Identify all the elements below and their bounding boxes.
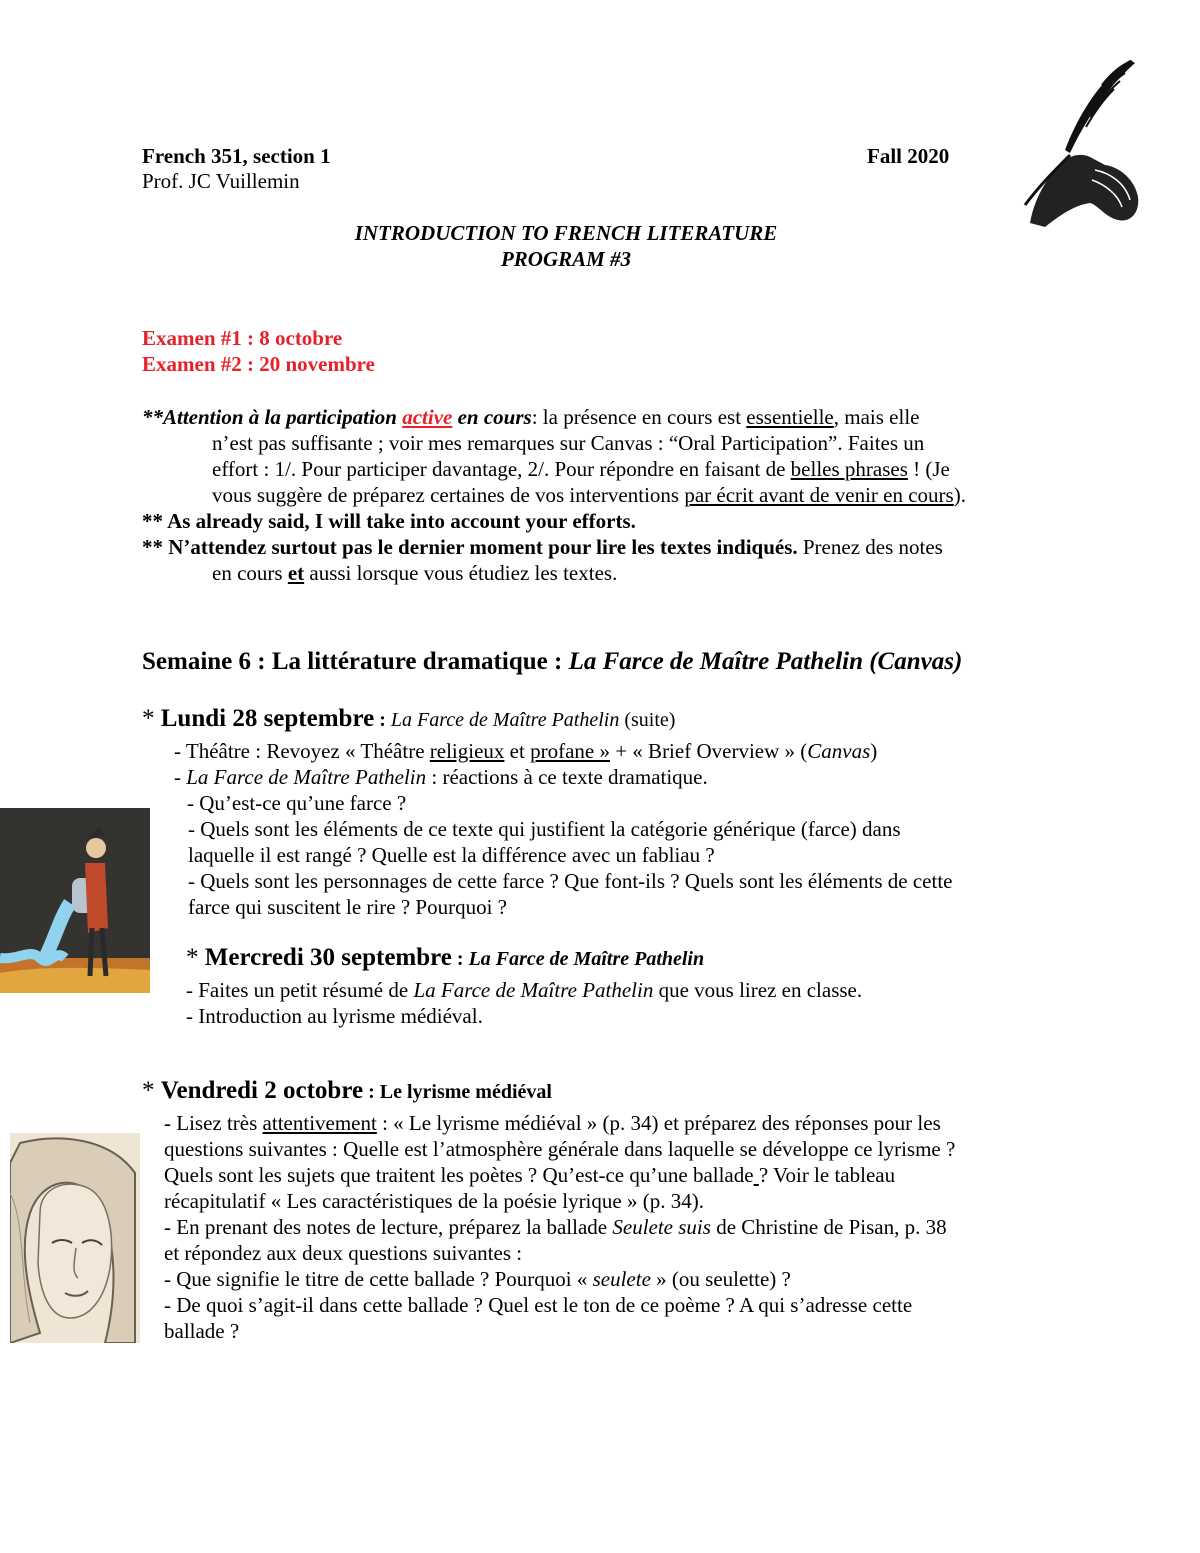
exam-2: Examen #2 : 20 novembre [142, 352, 375, 376]
monday-suite: (suite) [619, 709, 676, 731]
note-belles-phrases: belles phrases [790, 457, 908, 481]
friday-seulete: seulete [592, 1267, 651, 1291]
note-text: vous suggère de préparez certaines de vos interventions [212, 483, 685, 507]
quill-hand-illustration [1010, 55, 1145, 230]
friday-text: : « Le lyrisme médiéval » (p. 34) et préparez des réponses pour les [376, 1111, 941, 1135]
monday-text: et [504, 739, 531, 763]
friday-attentivement: attentivement [262, 1111, 377, 1135]
note-text: ). [953, 483, 966, 507]
portrait-icon [10, 1133, 140, 1343]
friday-text: » (ou seulette) ? [650, 1267, 791, 1291]
christine-portrait [10, 1133, 140, 1343]
friday-day: Vendredi 2 octobre [160, 1077, 364, 1104]
note-active: active [402, 405, 453, 429]
friday-seulete-suis: Seulete suis [612, 1215, 711, 1239]
monday-day: Lundi 28 septembre [160, 705, 375, 732]
term-label: Fall 2020 [867, 144, 950, 168]
week-6-label: Semaine 6 : La littérature dramatique : [142, 648, 569, 675]
efforts-note: ** As already said, I will take into account your efforts. [142, 509, 636, 533]
monday-text: - Théâtre : Revoyez « Théâtre [174, 739, 430, 763]
bullet-star: * [186, 944, 205, 971]
note-text: en cours [212, 561, 288, 585]
note-line-2: n’est pas suffisante ; voir mes remarques sur Canvas : “Oral Participation”. Faites un [212, 431, 925, 455]
monday-section [142, 703, 1082, 920]
note-lead: **Attention à la participation [142, 405, 403, 429]
note-essentielle: essentielle [746, 405, 834, 429]
monday-canvas: Canvas [807, 739, 871, 763]
monday-text: - [174, 765, 187, 789]
note-text: effort : 1/. Pour participer davantage, 2/. Pour répondre en faisant de [212, 457, 791, 481]
note-text: Prenez des notes [797, 535, 943, 559]
wednesday-text: - Faites un petit résumé de [186, 978, 414, 1002]
friday-text: - Que signifie le titre de cette ballade ? Pourquoi « [164, 1267, 593, 1291]
program-title: PROGRAM #3 [500, 247, 632, 271]
wednesday-section [186, 942, 1086, 1029]
wednesday-day: Mercredi 30 septembre [204, 944, 452, 971]
wednesday-work: La Farce de Maître Pathelin [468, 948, 705, 970]
friday-line-2: questions suivantes : Quelle est l’atmosphère générale dans laquelle se développe ce lyrisme ? [164, 1137, 956, 1161]
friday-line-6: et répondez aux deux questions suivantes : [164, 1241, 523, 1265]
friday-section [142, 1075, 1082, 1344]
monday-work: La Farce de Maître Pathelin [390, 709, 620, 731]
friday-text: de Christine de Pisan, p. 38 [710, 1215, 947, 1239]
day-colon: : [374, 709, 391, 731]
monday-question-2-cont: laquelle il est rangé ? Quelle est la différence avec un fabliau ? [188, 843, 715, 867]
friday-text: - Lisez très [164, 1111, 263, 1135]
note-text: , mais elle [833, 405, 920, 429]
wednesday-text: que vous lirez en classe. [653, 978, 863, 1002]
note-et: et [287, 561, 305, 585]
friday-line-8: - De quoi s’agit-il dans cette ballade ? Quel est le ton de ce poème ? A qui s’adresse cette [164, 1293, 913, 1317]
bullet-star: * [142, 1077, 161, 1104]
week-6-heading [142, 646, 962, 678]
week-6-work: La Farce de Maître Pathelin (Canvas) [568, 648, 963, 675]
participation-note [142, 404, 1072, 586]
monday-question-2: - Quels sont les éléments de ce texte qui justifient la catégorie générique (farce) dans [188, 817, 901, 841]
day-colon: : [451, 948, 469, 970]
monday-work-ref: La Farce de Maître Pathelin [186, 765, 427, 789]
quill-icon [1010, 55, 1145, 230]
friday-text: Quels sont les sujets que traitent les poètes ? Qu’est-ce qu’une ballade [164, 1163, 754, 1187]
note-par-ecrit: par écrit avant de venir en cours [684, 483, 954, 507]
monday-religieux: religieux [429, 739, 505, 763]
reading-note: ** N’attendez surtout pas le dernier moment pour lire les textes indiqués. [142, 535, 798, 559]
friday-line-9: ballade ? [164, 1319, 240, 1343]
day-colon: : [363, 1081, 380, 1103]
monday-question-1: - Qu’est-ce qu’une farce ? [187, 791, 407, 815]
theatre-figure-icon [0, 808, 150, 993]
monday-profane: profane » [530, 739, 610, 763]
document-title: INTRODUCTION TO FRENCH LITERATURE [354, 221, 778, 245]
note-colon: : la présence en cours est [531, 405, 747, 429]
friday-text: ? Voir le tableau [758, 1163, 896, 1187]
exam-1: Examen #1 : 8 octobre [142, 326, 343, 350]
monday-question-3-cont: farce qui suscitent le rire ? Pourquoi ? [188, 895, 507, 919]
monday-question-3: - Quels sont les personnages de cette farce ? Que font-ils ? Quels sont les éléments de cette [188, 869, 953, 893]
wednesday-intro: - Introduction au lyrisme médiéval. [186, 1004, 483, 1028]
note-text: ! (Je [907, 457, 950, 481]
monday-text: ) [870, 739, 878, 763]
bullet-star: * [142, 705, 161, 732]
friday-text: - En prenant des notes de lecture, préparez la ballade [164, 1215, 613, 1239]
professor-label: Prof. JC Vuillemin [142, 169, 300, 193]
farce-illustration [0, 808, 150, 993]
friday-line-4: récapitulatif « Les caractéristiques de la poésie lyrique » (p. 34). [164, 1189, 704, 1213]
monday-text: : réactions à ce texte dramatique. [426, 765, 708, 789]
friday-topic: Le lyrisme médiéval [379, 1081, 552, 1103]
course-label: French 351, section 1 [142, 144, 331, 168]
monday-text: + « Brief Overview » ( [609, 739, 808, 763]
wednesday-work-ref: La Farce de Maître Pathelin [413, 978, 654, 1002]
note-en-cours: en cours [452, 405, 532, 429]
note-text: aussi lorsque vous étudiez les textes. [304, 561, 618, 585]
